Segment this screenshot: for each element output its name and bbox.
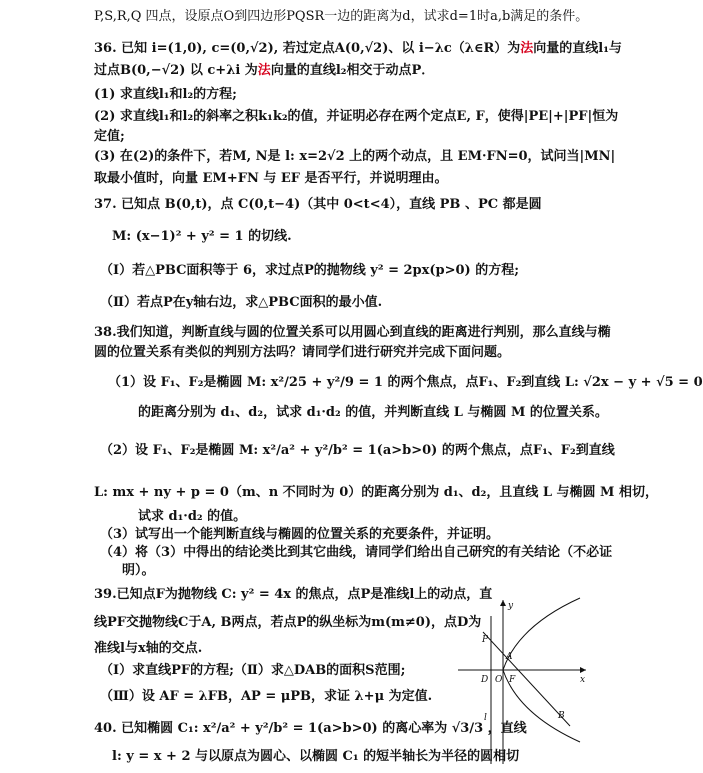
question-37-line-1: 37. 已知点 B(0,t)，点 C(0,t−4)（其中 0<t<4），直线 PB 、PC 都是圆 bbox=[94, 197, 542, 212]
question-38-part-2-cont: 试求 d₁·d₂ 的值。 bbox=[138, 509, 247, 524]
question-39-part-1-2: （Ⅰ）求直线PF的方程;（Ⅱ）求△DAB的面积S范围; bbox=[100, 663, 406, 678]
label-o: O bbox=[495, 675, 503, 685]
text-span: 过点B(0,−√2) 以 c+λi 为 bbox=[94, 63, 258, 78]
label-x: x bbox=[580, 675, 586, 685]
question-38-part-3: （3）试写出一个能判断直线与椭圆的位置关系的充要条件，并证明。 bbox=[100, 527, 500, 542]
y-axis-arrow bbox=[500, 600, 506, 606]
question-38-part-1: （1）设 F₁、F₂是椭圆 M: x²/25 + y²/9 = 1 的两个焦点，点F₁、F₂到直线 L: √2x − y + √5 = 0 bbox=[108, 375, 703, 390]
label-a: A bbox=[506, 652, 513, 662]
question-36-line-1 bbox=[94, 40, 622, 58]
question-40-line-1: 40. 已知椭圆 C₁: x²/a² + y²/b² = 1(a>b>0) 的离心率为 √3/3 ，直线 bbox=[94, 721, 527, 736]
question-36-part-3: (3) 在(2)的条件下，若M, N是 l: x=2√2 上的两个动点，且 EM·FN=0，试问当|MN| bbox=[94, 149, 616, 164]
question-39-line-2: 线PF交抛物线C于A, B两点，若点P的纵坐标为m(m≠0)，点D为 bbox=[94, 615, 482, 630]
question-39-line-3: 准线l与x轴的交点. bbox=[94, 641, 203, 656]
text-span: 36. 已知 i=(1,0), c=(0,√2), 若过定点A(0,√2)、以 i−λc（λ∈R）为 bbox=[94, 41, 521, 56]
question-36-line-2 bbox=[94, 62, 434, 80]
question-38-line-1: 38.我们知道，判断直线与圆的位置关系可以用圆心到直线的距离进行判别，那么直线与椭 bbox=[94, 325, 611, 340]
question-38-part-2: （2）设 F₁、F₂是椭圆 M: x²/a² + y²/b² = 1(a>b>0) 的两个焦点，点F₁、F₂到直线 bbox=[100, 443, 615, 458]
label-b: B bbox=[558, 711, 565, 721]
question-37-part-2: （Ⅱ）若点P在y轴右边，求△PBC面积的最小值. bbox=[100, 295, 383, 310]
question-38-part-4: （4）将（3）中得出的结论类比到其它曲线，请同学们给出自己研究的有关结论（不必证 bbox=[100, 545, 613, 560]
text-span: 向量的直线l₁与 bbox=[533, 41, 622, 56]
question-36-part-3-cont: 取最小值时，向量 EM+FN 与 EF 是否平行，并说明理由。 bbox=[94, 171, 448, 186]
text-span: 向量的直线l₂相交于动点P． bbox=[270, 63, 435, 78]
question-39-part-3: （Ⅲ）设 AF = λFB，AP = μPB，求证 λ+μ 为定值. bbox=[100, 689, 433, 704]
question-36-part-2: (2) 求直线l₁和l₂的斜率之积k₁k₂的值，并证明必存在两个定点E, F，使得|PE|+|PF|恒为 bbox=[94, 109, 619, 124]
question-36-part-1: (1) 求直线l₁和l₂的方程; bbox=[94, 87, 237, 102]
label-l: l bbox=[484, 713, 487, 723]
question-38-part-1-cont: 的距离分别为 d₁、d₂，试求 d₁·d₂ 的值，并判断直线 L 与椭圆 M 的位置关系。 bbox=[138, 405, 608, 420]
parabola-figure bbox=[458, 596, 588, 766]
label-p: P bbox=[482, 635, 489, 645]
question-38-line-2: 圆的位置关系有类似的判别方法吗？请同学们进行研究并完成下面问题。 bbox=[94, 345, 511, 360]
question-37-part-1: （Ⅰ）若△PBC面积等于 6，求过点P的抛物线 y² = 2px(p>0) 的方程; bbox=[100, 263, 520, 278]
question-37-line-2: M: (x−1)² + y² = 1 的切线. bbox=[112, 229, 292, 244]
question-38-part-4-cont: 明）。 bbox=[122, 563, 155, 578]
highlight-text: 法 bbox=[520, 41, 534, 56]
label-y: y bbox=[508, 601, 514, 611]
highlight-text: 法 bbox=[257, 63, 271, 78]
question-38-part-2-cont: L: mx + ny + p = 0（m、n 不同时为 0）的距离分别为 d₁、d₂，且直线 L 与椭圆 M 相切， bbox=[94, 485, 658, 500]
question-40-line-2: l: y = x + 2 与以原点为圆心、以椭圆 C₁ 的短半轴长为半径的圆相切 bbox=[112, 749, 520, 764]
question-39-line-1: 39.已知点F为抛物线 C: y² = 4x 的焦点，点P是准线l上的动点，直 bbox=[94, 587, 493, 602]
text-line: P,S,R,Q 四点，设原点O到四边形PQSR一边的距离为d，试求d=1时a,b满足的条件。 bbox=[94, 9, 589, 24]
label-d: D bbox=[481, 675, 489, 685]
x-axis-arrow bbox=[580, 667, 586, 673]
question-36-part-2-cont: 定值; bbox=[94, 129, 125, 144]
label-f: F bbox=[509, 675, 516, 685]
